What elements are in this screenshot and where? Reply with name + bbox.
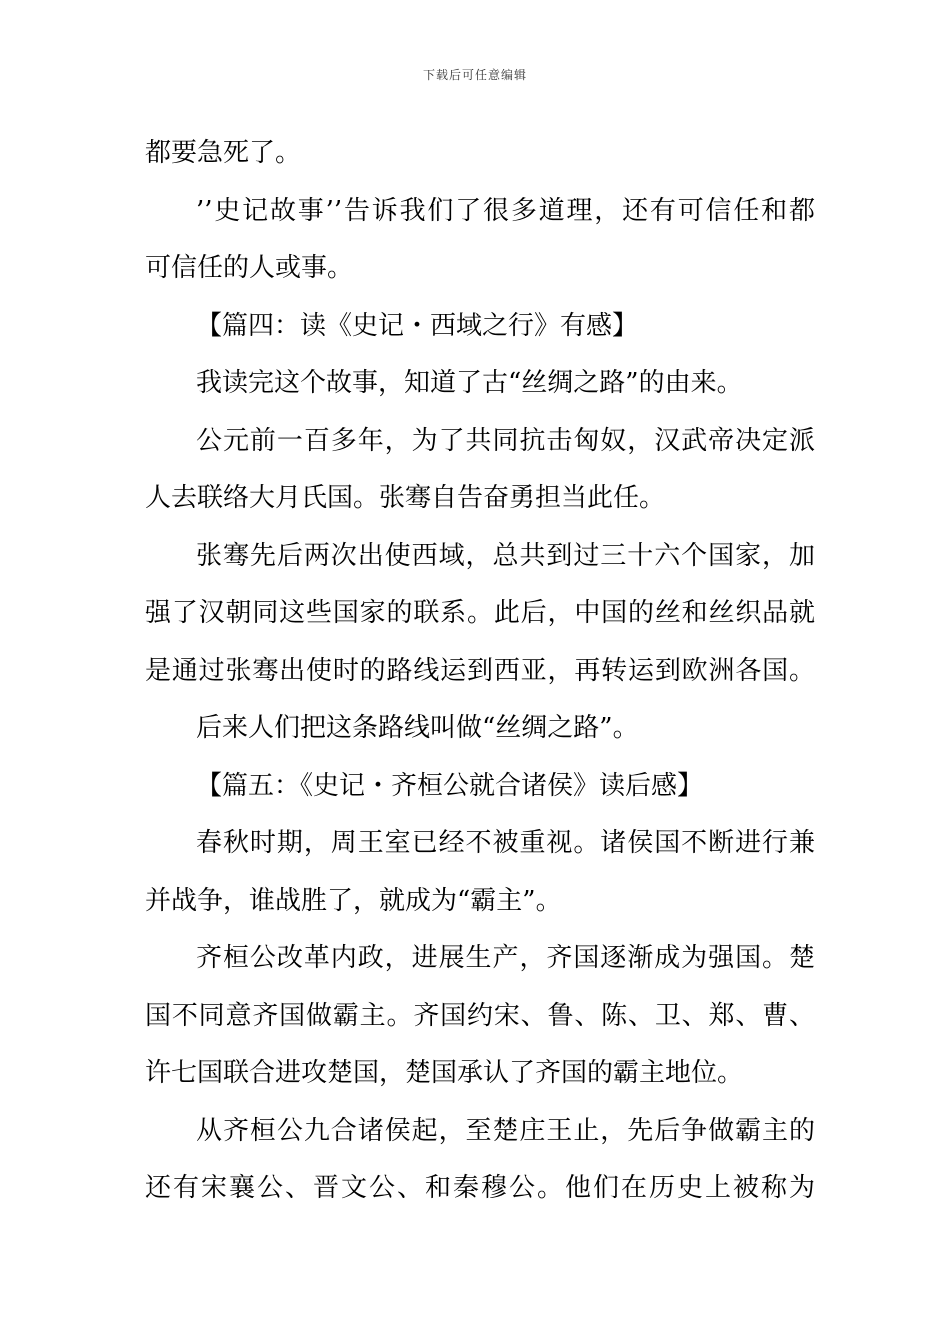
text-line-14: 并战争，谁战胜了，就成为“霸主”。 <box>145 886 562 916</box>
text-line-3: 可信任的人或事。 <box>145 253 354 283</box>
text-line-17: 许七国联合进攻楚国，楚国承认了齐国的霸主地位。 <box>145 1058 744 1088</box>
text-line-13: 春秋时期，周王室已经不被重视。诸侯国不断进行兼 <box>196 828 815 858</box>
text-line-15: 齐桓公改革内政，进展生产，齐国逐渐成为强国。楚 <box>196 943 815 973</box>
text-line-1: 都要急死了。 <box>145 138 302 168</box>
text-line-2: ’’史记故事’’告诉我们了很多道理，还有可信任和都 <box>196 196 815 226</box>
text-line-16: 国不同意齐国做霸主。齐国约宋、鲁、陈、卫、郑、曹、 <box>145 1001 815 1031</box>
page-header: 下载后可任意编辑 <box>422 68 527 82</box>
text-line-7: 人去联络大月氏国。张骞自告奋勇担当此任。 <box>145 483 666 513</box>
text-line-10: 是通过张骞出使时的路线运到西亚，再转运到欧洲各国。 <box>145 656 815 686</box>
text-line-18: 从齐桓公九合诸侯起，至楚庄王止，先后争做霸主的 <box>196 1116 815 1146</box>
text-line-8: 张骞先后两次出使西域，总共到过三十六个国家，加 <box>196 541 815 571</box>
text-line-11: 后来人们把这条路线叫做“丝绸之路”。 <box>196 713 639 743</box>
text-line-9: 强了汉朝同这些国家的联系。此后，中国的丝和丝织品就 <box>145 598 815 628</box>
section-heading-4: 【篇四：读《史记・西域之行》有感】 <box>196 311 639 341</box>
text-line-19: 还有宋襄公、晋文公、和秦穆公。他们在历史上被称为 <box>145 1173 815 1203</box>
text-line-5: 我读完这个故事，知道了古“丝绸之路”的由来。 <box>196 368 743 398</box>
section-heading-5: 【篇五：《史记・齐桓公就合诸侯》读后感】 <box>196 771 704 801</box>
text-line-6: 公元前一百多年，为了共同抗击匈奴，汉武帝决定派 <box>196 426 815 456</box>
